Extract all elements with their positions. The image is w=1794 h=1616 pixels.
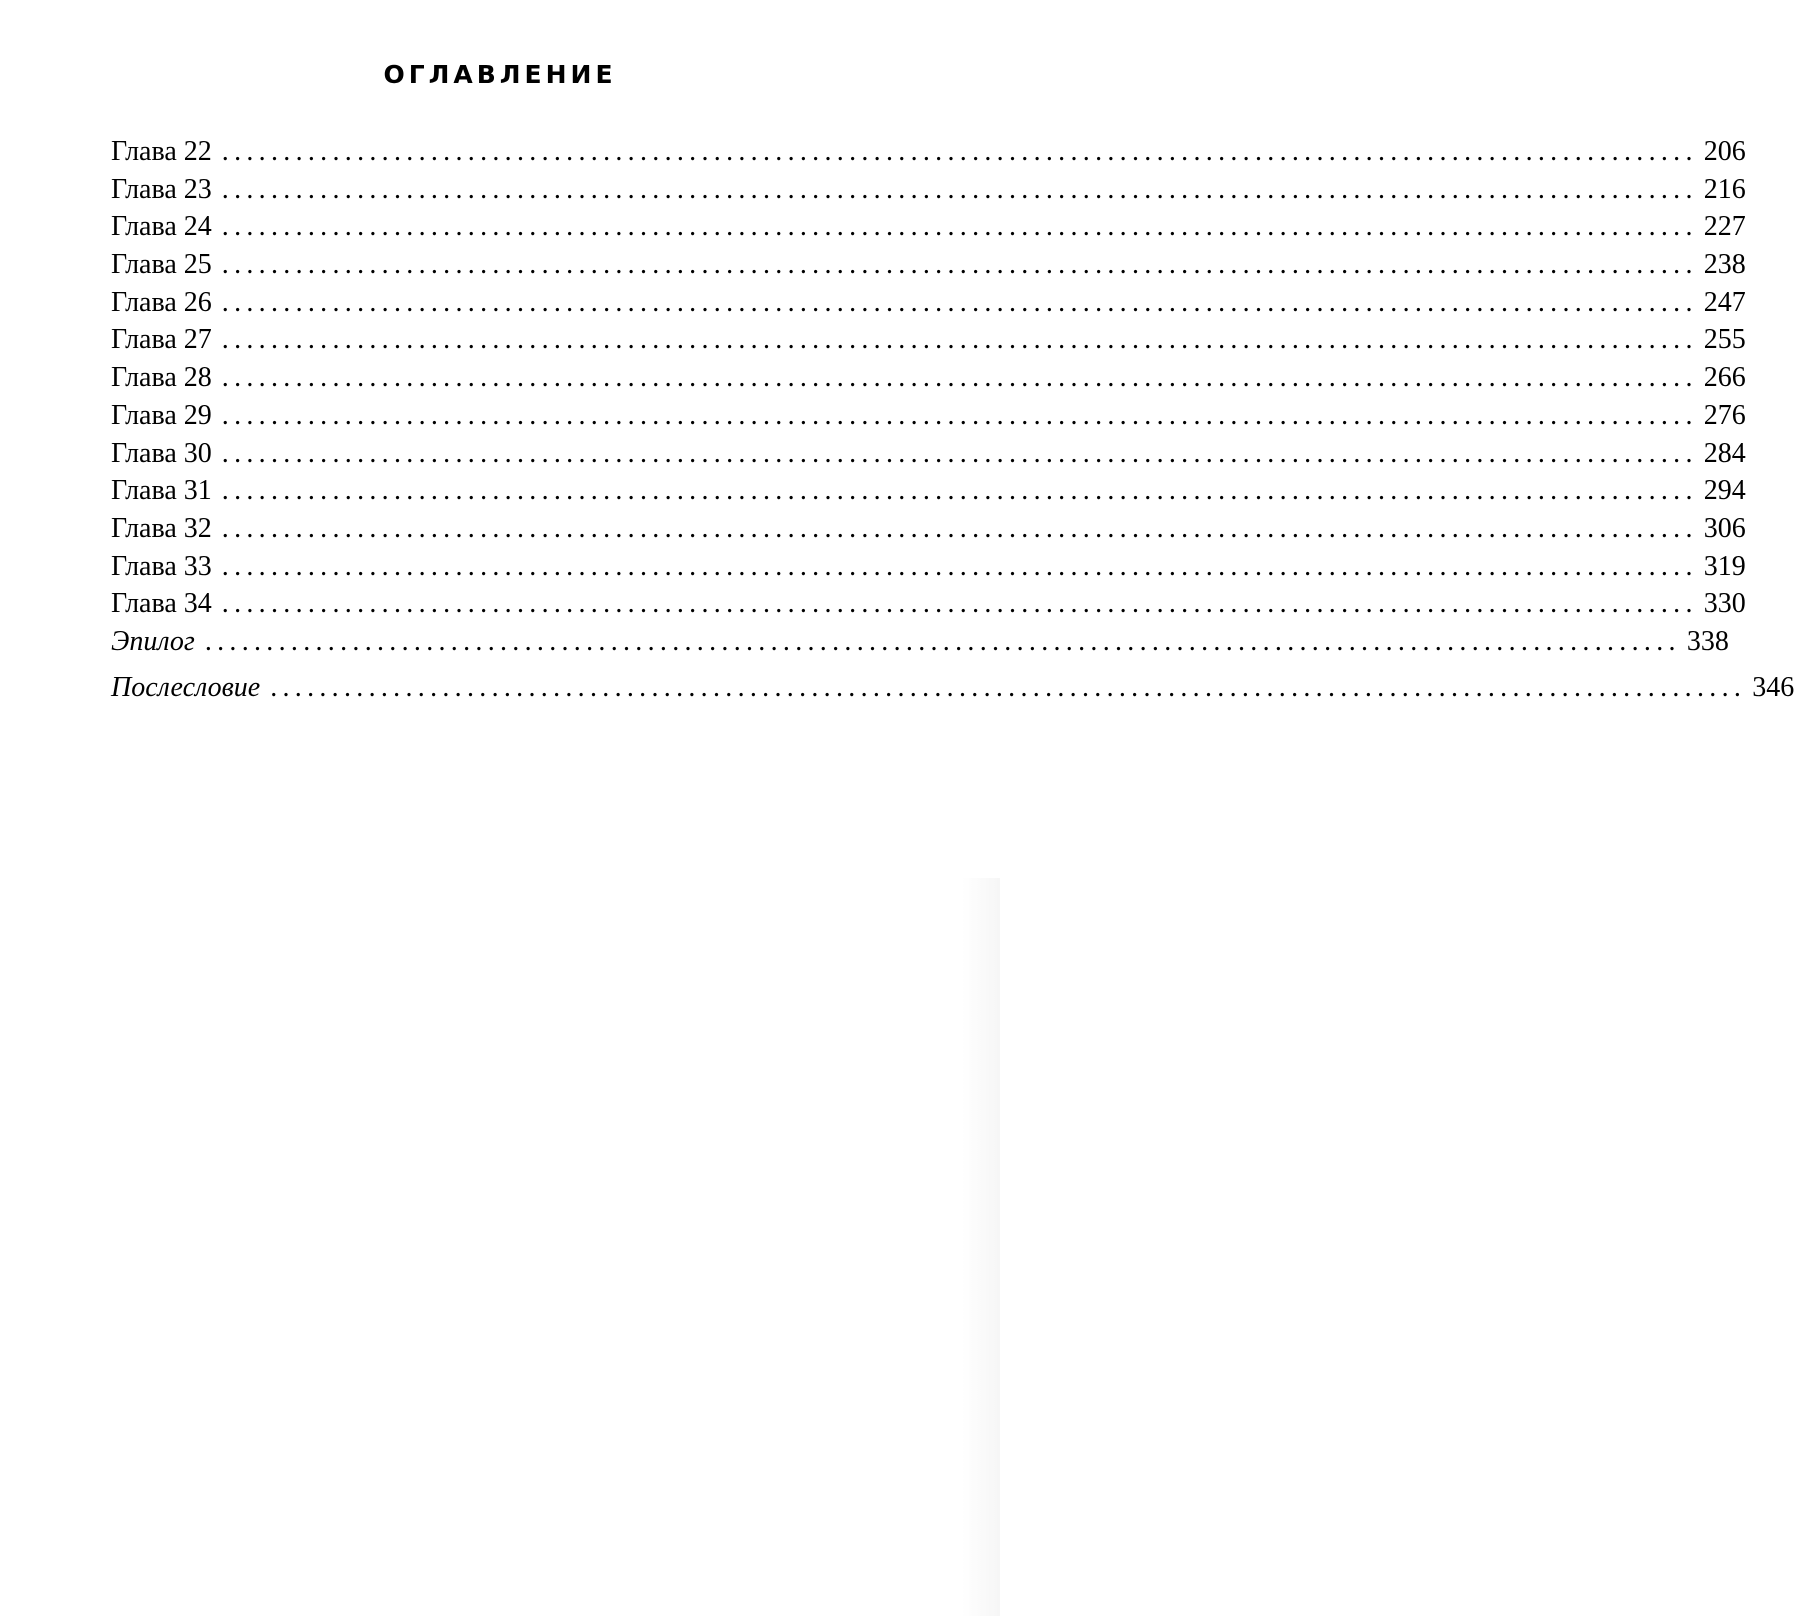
dot-leader: ........................................................................................................................ — [221, 286, 1698, 318]
toc-entry-page: 227 — [1703, 211, 1746, 243]
toc-entry-page: 338 — [1686, 625, 1729, 657]
dot-leader: ........................................................................................................................ — [270, 671, 1747, 703]
toc-entry-label: Глава 32 — [111, 512, 212, 544]
toc-entry-label: Эпилог — [111, 625, 195, 657]
dot-leader: ........................................................................................................................ — [221, 512, 1698, 544]
toc-entry-label: Глава 25 — [111, 249, 212, 281]
toc-entry-page: 284 — [1703, 437, 1746, 469]
dot-leader: ........................................................................................................................ — [204, 625, 1681, 657]
toc-entry-label: Глава 33 — [111, 550, 212, 582]
toc-entry-page: 238 — [1703, 249, 1746, 281]
toc-entry-label: Глава 28 — [111, 362, 212, 394]
toc-entry-chapter-24 — [111, 211, 1746, 249]
toc-entry-chapter-33 — [111, 550, 1746, 589]
toc-entry-chapter-26 — [111, 286, 1746, 325]
dot-leader: ........................................................................................................................ — [221, 136, 1698, 167]
dot-leader: ........................................................................................................................ — [221, 211, 1698, 243]
toc-entry-label: Глава 34 — [111, 588, 212, 620]
toc-entry-chapter-25 — [111, 249, 1746, 287]
toc-entry-page: 294 — [1703, 475, 1746, 507]
toc-entry-label: Глава 31 — [111, 475, 212, 507]
dot-leader: ........................................................................................................................ — [221, 249, 1698, 281]
toc-entry-label: Глава 26 — [111, 286, 212, 318]
toc-entry-label: Глава 22 — [111, 136, 212, 167]
toc-entry-chapter-23 — [111, 173, 1746, 212]
toc-entry-label: Глава 24 — [111, 211, 212, 243]
dot-leader: ........................................................................................................................ — [221, 475, 1698, 507]
dot-leader: ........................................................................................................................ — [221, 173, 1698, 205]
toc-entry-page: 266 — [1703, 362, 1746, 394]
dot-leader: ........................................................................................................................ — [221, 437, 1698, 469]
toc-entry-afterword — [111, 671, 1794, 718]
toc-entry-page: 247 — [1703, 286, 1746, 318]
toc-entry-label: Послесловие — [111, 671, 261, 703]
dot-leader: ........................................................................................................................ — [221, 324, 1698, 356]
dot-leader: ........................................................................................................................ — [221, 362, 1698, 394]
toc-entry-chapter-29 — [111, 399, 1746, 438]
toc-entry-chapter-32 — [111, 512, 1746, 551]
toc-entry-page: 255 — [1703, 324, 1746, 356]
dot-leader: ........................................................................................................................ — [221, 399, 1698, 431]
toc-entry-page: 206 — [1703, 136, 1746, 167]
page-title: ОГЛАВЛЕНИЕ — [383, 60, 617, 89]
toc-entry-epilogue — [111, 625, 1729, 672]
toc-entry-page: 276 — [1703, 399, 1746, 431]
toc-entry-chapter-30 — [111, 437, 1746, 476]
dot-leader: ........................................................................................................................ — [221, 550, 1698, 582]
toc-entry-chapter-28 — [111, 362, 1746, 400]
toc-entry-label: Глава 23 — [111, 173, 212, 205]
toc-entry-label: Глава 29 — [111, 399, 212, 431]
toc-entry-page: 319 — [1703, 550, 1746, 582]
toc-entry-page: 346 — [1752, 671, 1794, 703]
toc-entry-chapter-31 — [111, 475, 1746, 513]
toc-entry-label: Глава 30 — [111, 437, 212, 469]
toc-entry-chapter-22 — [111, 136, 1746, 174]
toc-entry-page: 216 — [1703, 173, 1746, 205]
toc-entry-label: Глава 27 — [111, 324, 212, 356]
toc-entry-chapter-27 — [111, 324, 1746, 362]
dot-leader: ........................................................................................................................ — [221, 588, 1698, 620]
toc-entry-page: 306 — [1703, 512, 1746, 544]
toc-entry-page: 330 — [1703, 588, 1746, 620]
toc-list — [111, 136, 1794, 718]
toc-entry-chapter-34 — [111, 588, 1746, 626]
scan-shadow-edge — [962, 878, 1000, 1616]
